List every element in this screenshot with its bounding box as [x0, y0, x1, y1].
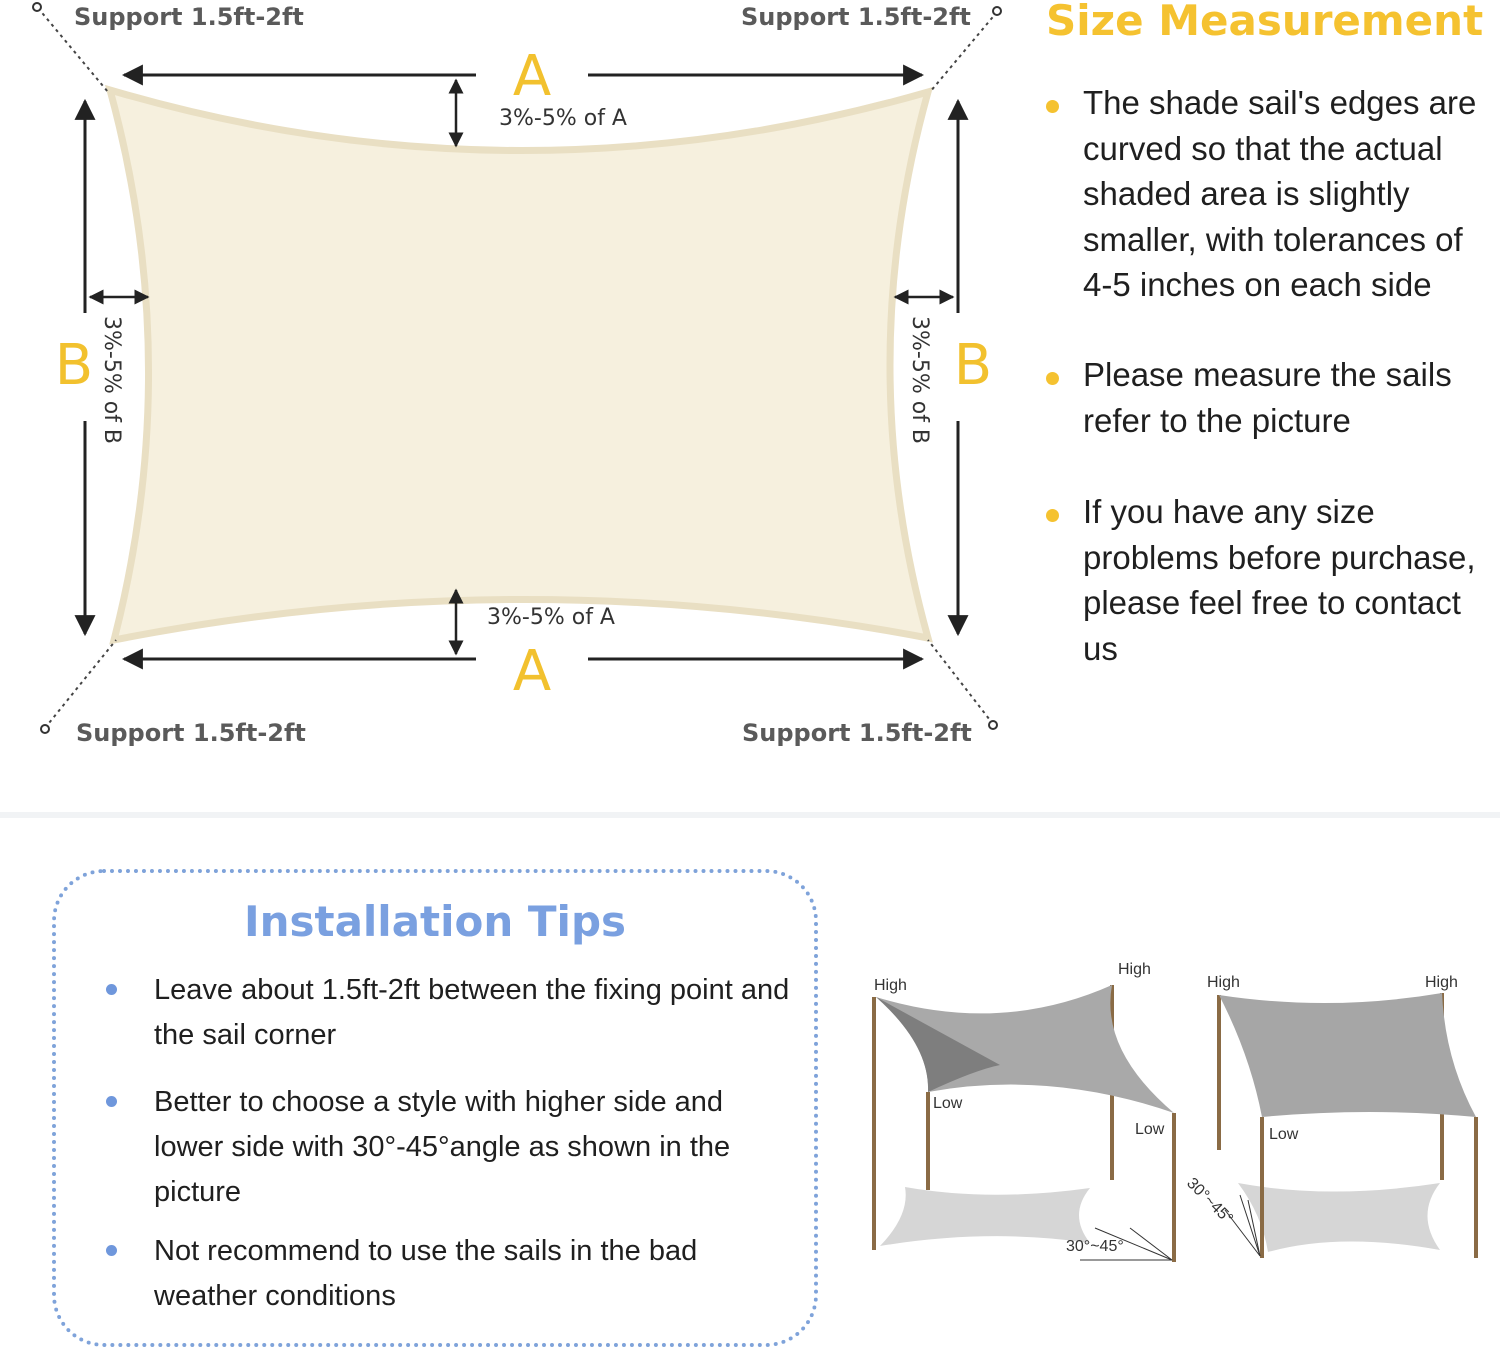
bullet-dot-icon: [106, 984, 117, 995]
list-item: [102, 1080, 792, 1215]
bullet-dot-icon: [106, 1096, 117, 1107]
label-high: High: [874, 977, 907, 994]
ground-shadow: [880, 1187, 1090, 1246]
support-label-top-left: Support 1.5ft-2ft: [74, 3, 304, 31]
label-low: Low: [1135, 1121, 1165, 1138]
section-divider: [0, 812, 1500, 818]
dimension-letter-a-bottom: A: [512, 639, 552, 704]
dimension-letter-a-top: A: [512, 44, 552, 109]
label-high: High: [1118, 961, 1151, 978]
angle-label: 30°~45°: [1183, 1174, 1237, 1228]
label-low: Low: [1269, 1126, 1299, 1143]
curve-tolerance-label-left: 3%-5% of B: [99, 316, 124, 445]
bullet-dot-icon: [106, 1245, 117, 1256]
curve-tolerance-label-top: 3%-5% of A: [499, 106, 627, 131]
list-item-text: If you have any size problems before purchase, please feel free to contact us: [1083, 493, 1476, 667]
label-low: Low: [933, 1095, 963, 1112]
list-item-text: The shade sail's edges are curved so that the actual shaded area is slightly smaller, with tolerances of 4-5 inches on each side: [1083, 84, 1477, 304]
installation-tips-panel: [52, 869, 818, 1347]
bullet-dot-icon: [1046, 100, 1059, 113]
list-item-text: Better to choose a style with higher side and lower side with 30°-45°angle as shown in the picture: [154, 1086, 731, 1208]
dimension-letter-b-right: B: [953, 333, 993, 398]
list-item: [102, 1229, 792, 1319]
size-measurement-list: [1046, 80, 1486, 672]
list-item-text: Leave about 1.5ft-2ft between the fixing point and the sail corner: [154, 974, 790, 1051]
bullet-dot-icon: [1046, 372, 1059, 385]
list-item: [1046, 489, 1486, 671]
label-high: High: [1207, 974, 1240, 991]
dimension-letter-b-left: B: [54, 333, 94, 398]
bullet-dot-icon: [1046, 509, 1059, 522]
list-item: [102, 968, 792, 1058]
label-high: High: [1425, 974, 1458, 991]
list-item-text: Please measure the sails refer to the picture: [1083, 355, 1452, 439]
installation-tips-title: Installation Tips: [243, 897, 627, 946]
support-label-bottom-right: Support 1.5ft-2ft: [742, 719, 972, 747]
curve-tolerance-label-bottom: 3%-5% of A: [487, 605, 615, 630]
support-label-top-right: Support 1.5ft-2ft: [741, 3, 971, 31]
install-illustration-rectangular: [1183, 974, 1476, 1258]
size-measurement-title: Size Measurement: [1046, 0, 1484, 45]
shade-sail-shape: [110, 90, 928, 640]
list-item: [1046, 80, 1486, 308]
list-item: [1046, 352, 1486, 443]
curve-tolerance-label-right: 3%-5% of B: [907, 316, 932, 445]
angle-label: 30°~45°: [1066, 1238, 1124, 1255]
support-label-bottom-left: Support 1.5ft-2ft: [76, 719, 306, 747]
list-item-text: Not recommend to use the sails in the bad weather conditions: [154, 1235, 698, 1312]
ground-shadow: [1238, 1183, 1440, 1252]
install-illustration-twisted: [874, 961, 1174, 1262]
installation-tips-list: [102, 968, 792, 1319]
sail-rectangular: [1219, 993, 1476, 1117]
